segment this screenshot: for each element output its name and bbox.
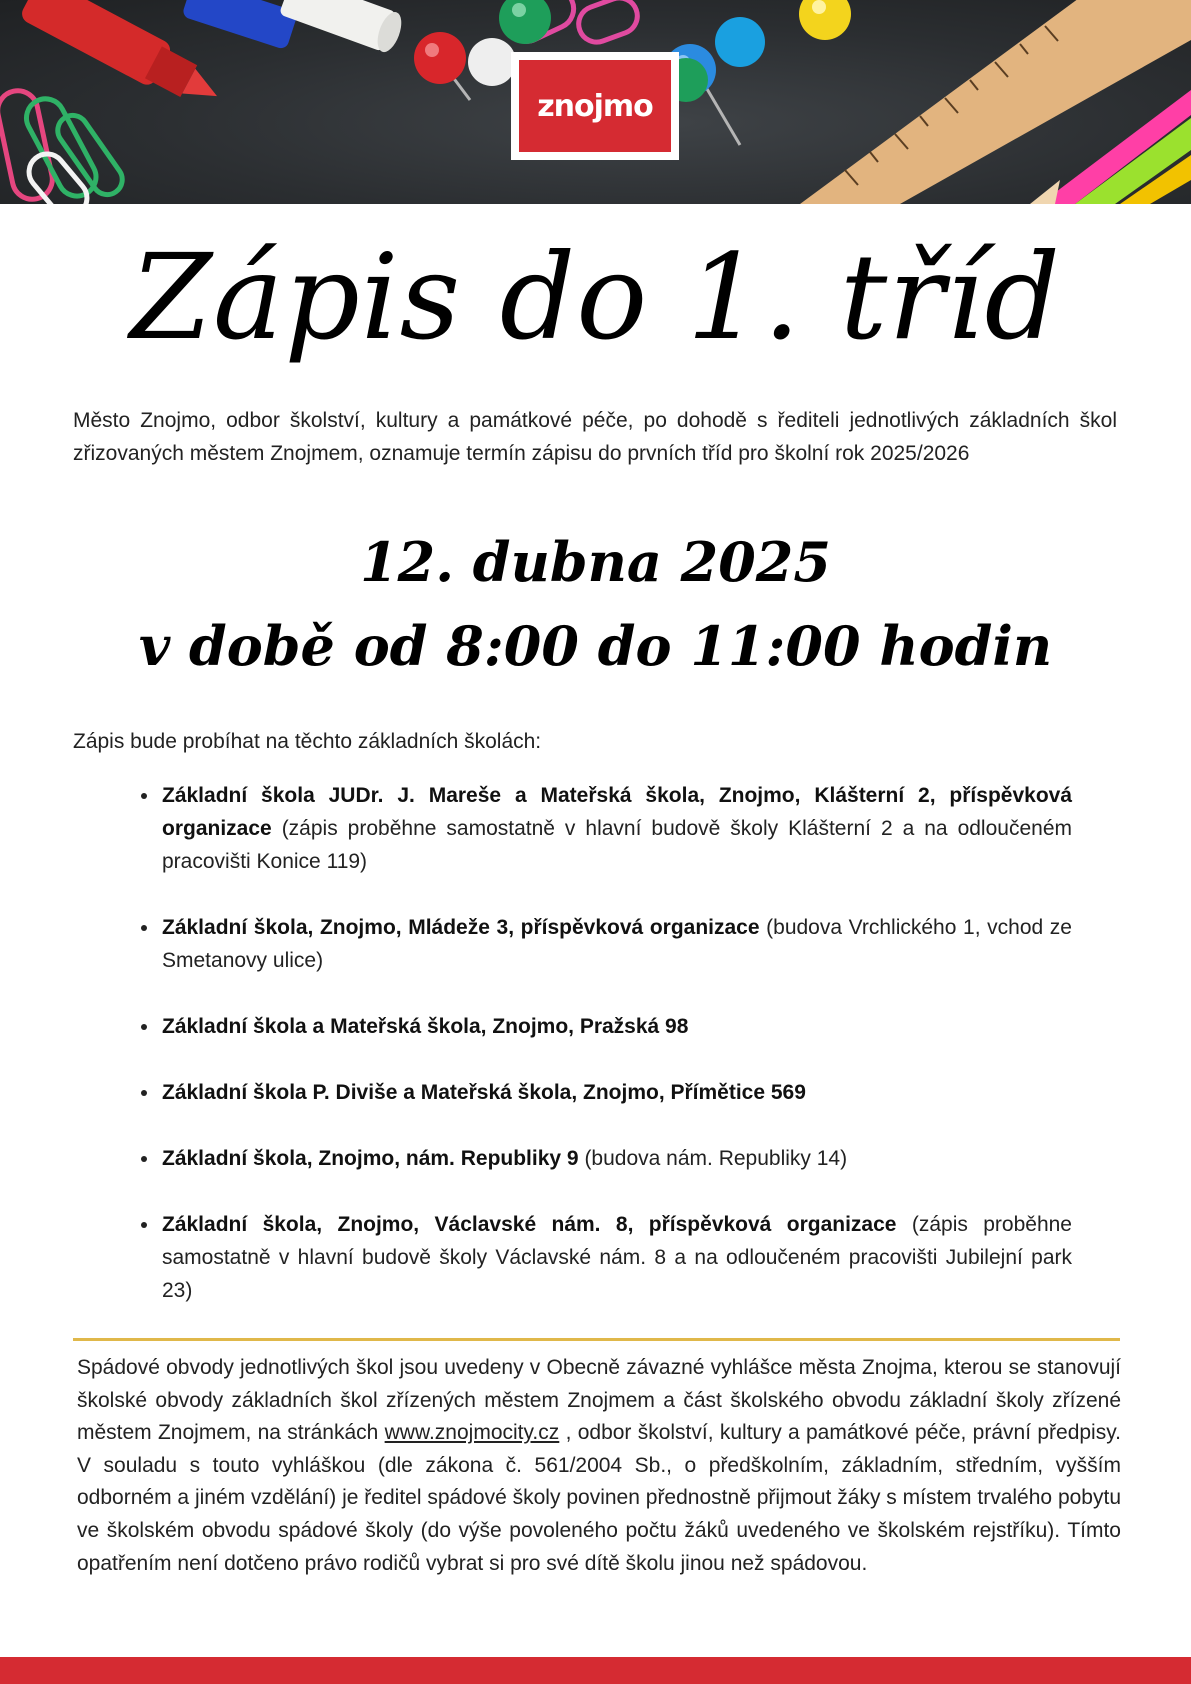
footer-text-part2: , odbor školství, kultury a památkové péče, právní předpisy. V souladu s touto vyhláškou (dle zákona č. 561/2004 Sb., o předškolním, základním, středním, vyšším odborném a jiném vzdělání) je ředitel spádové školy povinen přednostně přijmout žáky s místem trvalého pobytu ve školském obvodu spádové školy (do výše povoleného počtu žáků uvedeného ve školském rejstříku). Tímto opatřením není dotčeno právo rodičů vybrat si pro své dítě školu jinou než spádovou. <box>77 1421 1121 1575</box>
list-item <box>160 779 1072 878</box>
blue-marker-icon <box>181 0 298 50</box>
school-note: (zápis proběhne samostatně v hlavní budově školy Václavské nám. 8 a na odloučeném pracovišti Jubilejní park 23) <box>162 1213 1072 1302</box>
intro-paragraph: Město Znojmo, odbor školství, kultury a památkové péče, po dohodě s řediteli jednotlivých základních škol zřizovaných městem Znojmem, oznamuje termín zápisu do prvních tříd pro školní rok 2025/2026 <box>73 409 1117 465</box>
header-image <box>0 0 1191 204</box>
list-item <box>160 1142 1072 1175</box>
date-line: 12. dubna 2025 <box>360 530 831 594</box>
school-note: (budova nám. Republiky 14) <box>578 1147 848 1170</box>
list-item <box>160 1010 1072 1043</box>
list-item <box>160 1208 1072 1307</box>
school-name: Základní škola JUDr. J. Mareše a Mateřská škola, Znojmo, Klášterní 2, příspěvková organizace <box>162 784 1072 840</box>
school-name: Základní škola a Mateřská škola, Znojmo, Pražská 98 <box>162 1015 689 1038</box>
school-note: (budova Vrchlického 1, vchod ze Smetanovy ulice) <box>162 916 1072 972</box>
logo <box>511 52 679 160</box>
website-link[interactable]: www.znojmocity.cz <box>384 1421 560 1445</box>
footer-paragraph <box>77 1352 1121 1580</box>
footer-text-part1: Spádové obvody jednotlivých škol jsou uvedeny v Obecně závazné vyhlášce města Znojma, kterou se stanovují školské obvody základních škol zřízených městem Znojmem a část školského obvodu základní školy zřízené městem Znojmem, na stránkách <box>77 1356 1121 1445</box>
schools-lead: Zápis bude probíhat na těchto základních školách: <box>73 730 542 753</box>
time-line: v době od 8:00 do 11:00 hodin <box>138 614 1053 678</box>
schools-list <box>120 779 1072 1340</box>
bottom-bar <box>0 1657 1191 1684</box>
chalk-icon <box>279 0 406 55</box>
school-name: Základní škola, Znojmo, nám. Republiky 9 <box>162 1147 579 1170</box>
school-note: (zápis proběhne samostatně v hlavní budově školy Klášterní 2 a na odloučeném pracovišti Konice 119) <box>162 817 1072 873</box>
logo-text: znojmo <box>519 60 671 152</box>
page-title: Zápis do 1. tříd <box>130 228 1061 366</box>
school-name: Základní škola, Znojmo, Václavské nám. 8, příspěvková organizace <box>162 1213 897 1236</box>
divider <box>73 1338 1120 1341</box>
school-name: Základní škola P. Diviše a Mateřská škola, Znojmo, Přímětice 569 <box>162 1081 806 1104</box>
list-item <box>160 1076 1072 1109</box>
school-name: Základní škola, Znojmo, Mládeže 3, příspěvková organizace <box>162 916 760 939</box>
date-block <box>0 520 1191 688</box>
list-item <box>160 911 1072 977</box>
